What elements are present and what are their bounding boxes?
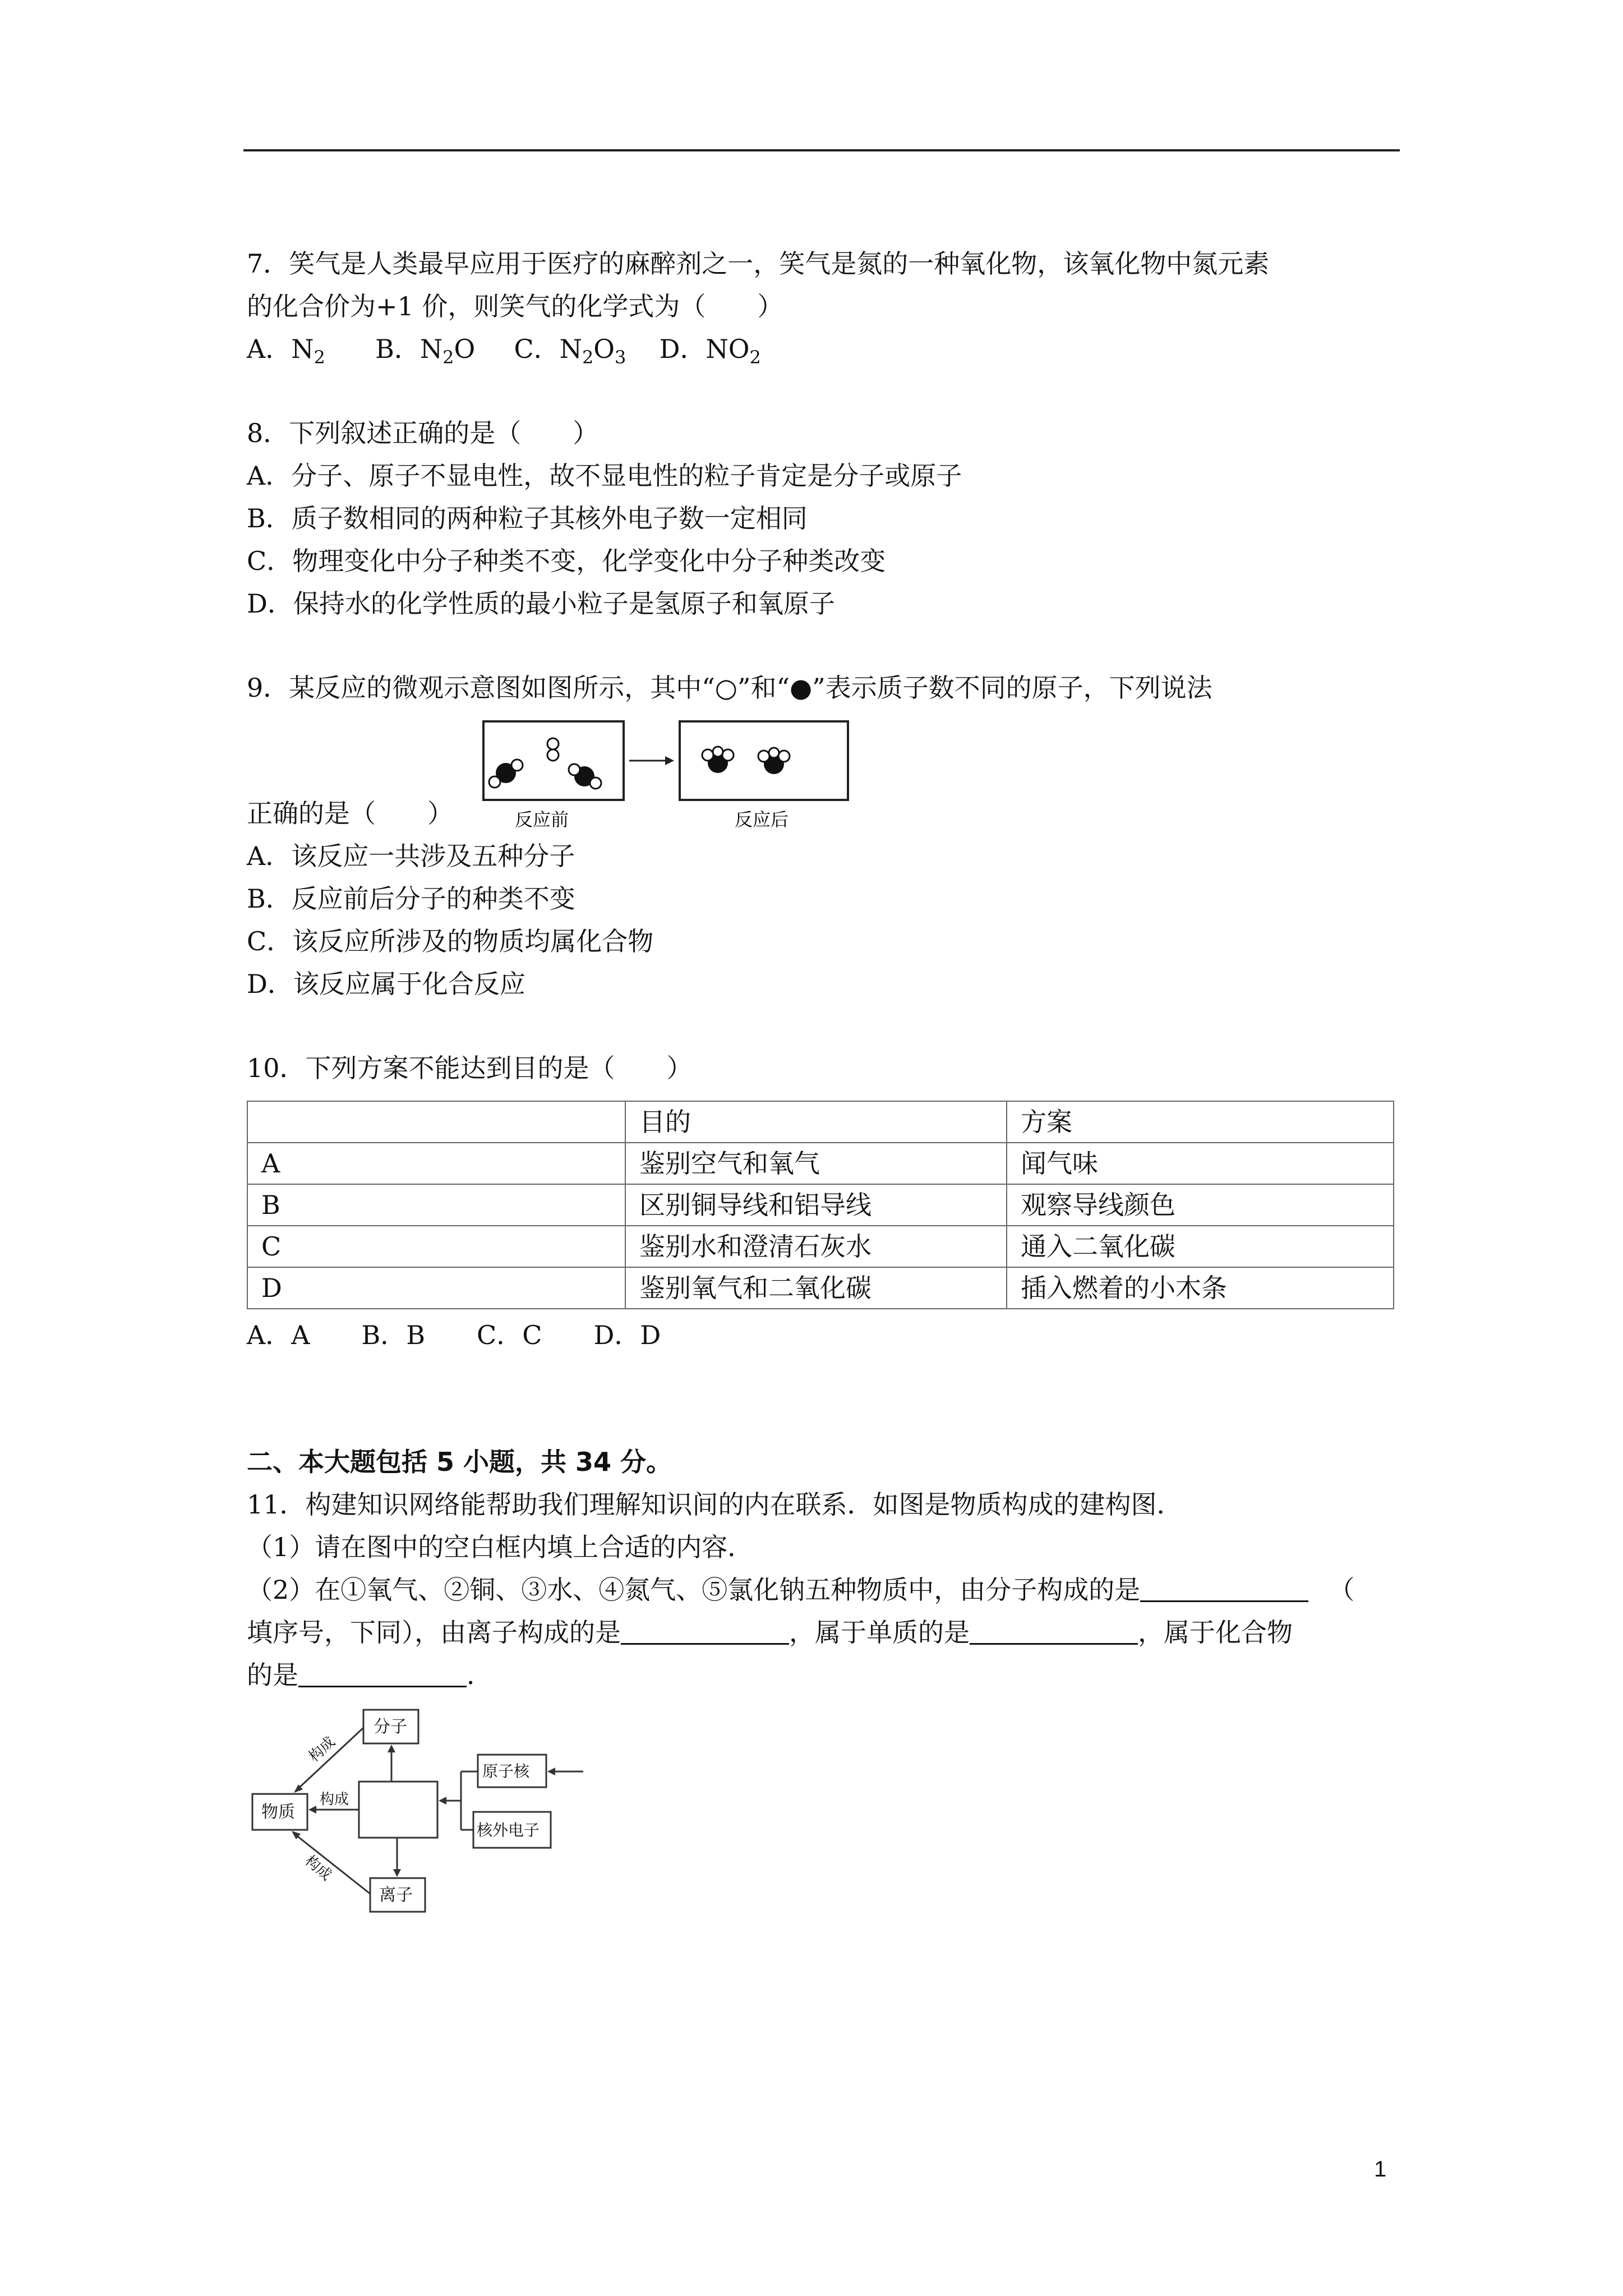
molecule-after-1 xyxy=(702,747,734,773)
q11-part2-text: 的是 xyxy=(247,1660,298,1690)
label-molecule: 分子 xyxy=(374,1717,407,1737)
page-number: 1 xyxy=(1374,2157,1387,2182)
q7-line2: 的化合价为+1 价，则笑气的化学式为（ ） xyxy=(247,291,783,321)
table-header-cell xyxy=(247,1101,625,1143)
q8-option-b: B．质子数相同的两种粒子其核外电子数一定相同 xyxy=(247,503,808,533)
label-before: 反应前 xyxy=(515,809,569,828)
molecule-before-2 xyxy=(547,738,559,761)
q8-stem: 8．下列叙述正确的是（ ） xyxy=(247,418,599,448)
box-blank[interactable] xyxy=(359,1782,437,1838)
blank-molecule[interactable] xyxy=(1140,1576,1308,1602)
q8-option-c: C．物理变化中分子种类不变，化学变化中分子种类改变 xyxy=(247,546,886,576)
q7-option-c: C．$N_2O_3$ xyxy=(514,334,626,369)
q11-part2-line3 xyxy=(247,1659,492,1691)
table-header-row xyxy=(247,1101,1394,1143)
q11-part2-paren: （ xyxy=(1329,1575,1355,1605)
q8-option-d: D．保持水的化学性质的最小粒子是氢原子和氧原子 xyxy=(247,588,835,619)
q9-option-b: B．反应前后分子的种类不变 xyxy=(247,884,575,914)
blank-element[interactable] xyxy=(970,1618,1138,1645)
table-cell: 鉴别空气和氧气 xyxy=(625,1143,1007,1184)
q11-part2-line1 xyxy=(247,1574,1354,1605)
label-electron: 核外电子 xyxy=(477,1821,540,1839)
q9-option-c: C．该反应所涉及的物质均属化合物 xyxy=(247,926,654,956)
label-nucleus: 原子核 xyxy=(482,1762,530,1780)
table-cell: 闻气味 xyxy=(1007,1143,1394,1184)
table-cell: 鉴别氧气和二氧化碳 xyxy=(625,1267,1007,1309)
table-cell: 鉴别水和澄清石灰水 xyxy=(625,1226,1007,1267)
q7-line1: 7．笑气是人类最早应用于医疗的麻醉剂之一，笑气是氮的一种氧化物，该氧化物中氮元素 xyxy=(247,249,1270,279)
q10-stem: 10．下列方案不能达到目的是（ ） xyxy=(247,1053,693,1083)
table-row xyxy=(247,1184,1394,1226)
molecule-before-3 xyxy=(569,764,601,789)
header-rule xyxy=(243,149,1400,151)
q11-part1: （1）请在图中的空白框内填上合适的内容． xyxy=(247,1532,754,1562)
table-cell: 插入燃着的小木条 xyxy=(1007,1267,1394,1309)
section-title: 二、本大题包括 5 小题，共 34 分。 xyxy=(247,1447,672,1477)
label-substance: 物质 xyxy=(261,1802,295,1822)
q11-part2-text: （2）在①氧气、②铜、③水、④氮气、⑤氯化钠五种物质中，由分子构成的是 xyxy=(247,1575,1141,1605)
matter-structure-diagram xyxy=(247,1705,594,1918)
q11-stem: 11．构建知识网络能帮助我们理解知识间的内在联系．如图是物质构成的建构图． xyxy=(247,1489,1183,1520)
q11-part2-line2 xyxy=(247,1617,1293,1648)
q7-option-b: B．$N_2O$ xyxy=(375,334,476,369)
blank-compound[interactable] xyxy=(298,1661,467,1687)
q9-option-d: D．该反应属于化合反应 xyxy=(247,969,525,999)
q11-part2-text: 填序号，下同），由离子构成的是 xyxy=(247,1617,621,1648)
table-cell: 通入二氧化碳 xyxy=(1007,1226,1394,1267)
label-arrow-bottom: 构成 xyxy=(301,1852,335,1884)
table-cell: B xyxy=(247,1184,625,1226)
q9-stem: 9．某反应的微观示意图如图所示，其中“○”和“●”表示质子数不同的原子，下列说法 xyxy=(247,673,1212,703)
q9-option-a: A．该反应一共涉及五种分子 xyxy=(247,841,575,871)
q10-table xyxy=(247,1101,1394,1309)
q7-options xyxy=(247,333,761,373)
label-arrow-top: 构成 xyxy=(305,1733,339,1766)
table-cell: C xyxy=(247,1226,625,1267)
reaction-diagram xyxy=(482,716,852,828)
table-row xyxy=(247,1226,1394,1267)
q11-part2-text: ，属于单质的是 xyxy=(789,1617,970,1648)
table-cell: D xyxy=(247,1267,625,1309)
table-header-cell: 方案 xyxy=(1007,1101,1394,1143)
label-ion: 离子 xyxy=(379,1885,413,1905)
table-header-cell: 目的 xyxy=(625,1101,1007,1143)
q7-option-d: D．$NO_2$ xyxy=(659,334,761,369)
blank-ion[interactable] xyxy=(621,1618,789,1645)
table-row xyxy=(247,1143,1394,1184)
molecule-before-1 xyxy=(489,760,523,788)
q7-option-a: A．$N_2$ xyxy=(247,334,325,369)
q8-option-a: A．分子、原子不显电性，故不显电性的粒子肯定是分子或原子 xyxy=(247,461,962,491)
table-row xyxy=(247,1267,1394,1309)
label-arrow-mid: 构成 xyxy=(320,1791,349,1808)
molecule-after-2 xyxy=(758,748,790,774)
table-cell: A xyxy=(247,1143,625,1184)
q10-answer-options: A．A B．B C．C D．D xyxy=(247,1320,661,1350)
q11-part2-text: ，属于化合物 xyxy=(1138,1617,1293,1648)
table-cell: 区别铜导线和铝导线 xyxy=(625,1184,1007,1226)
label-after: 反应后 xyxy=(735,809,789,828)
q9-stem2: 正确的是（ ） xyxy=(247,798,453,829)
table-cell: 观察导线颜色 xyxy=(1007,1184,1394,1226)
q11-part2-text: ． xyxy=(467,1660,492,1690)
